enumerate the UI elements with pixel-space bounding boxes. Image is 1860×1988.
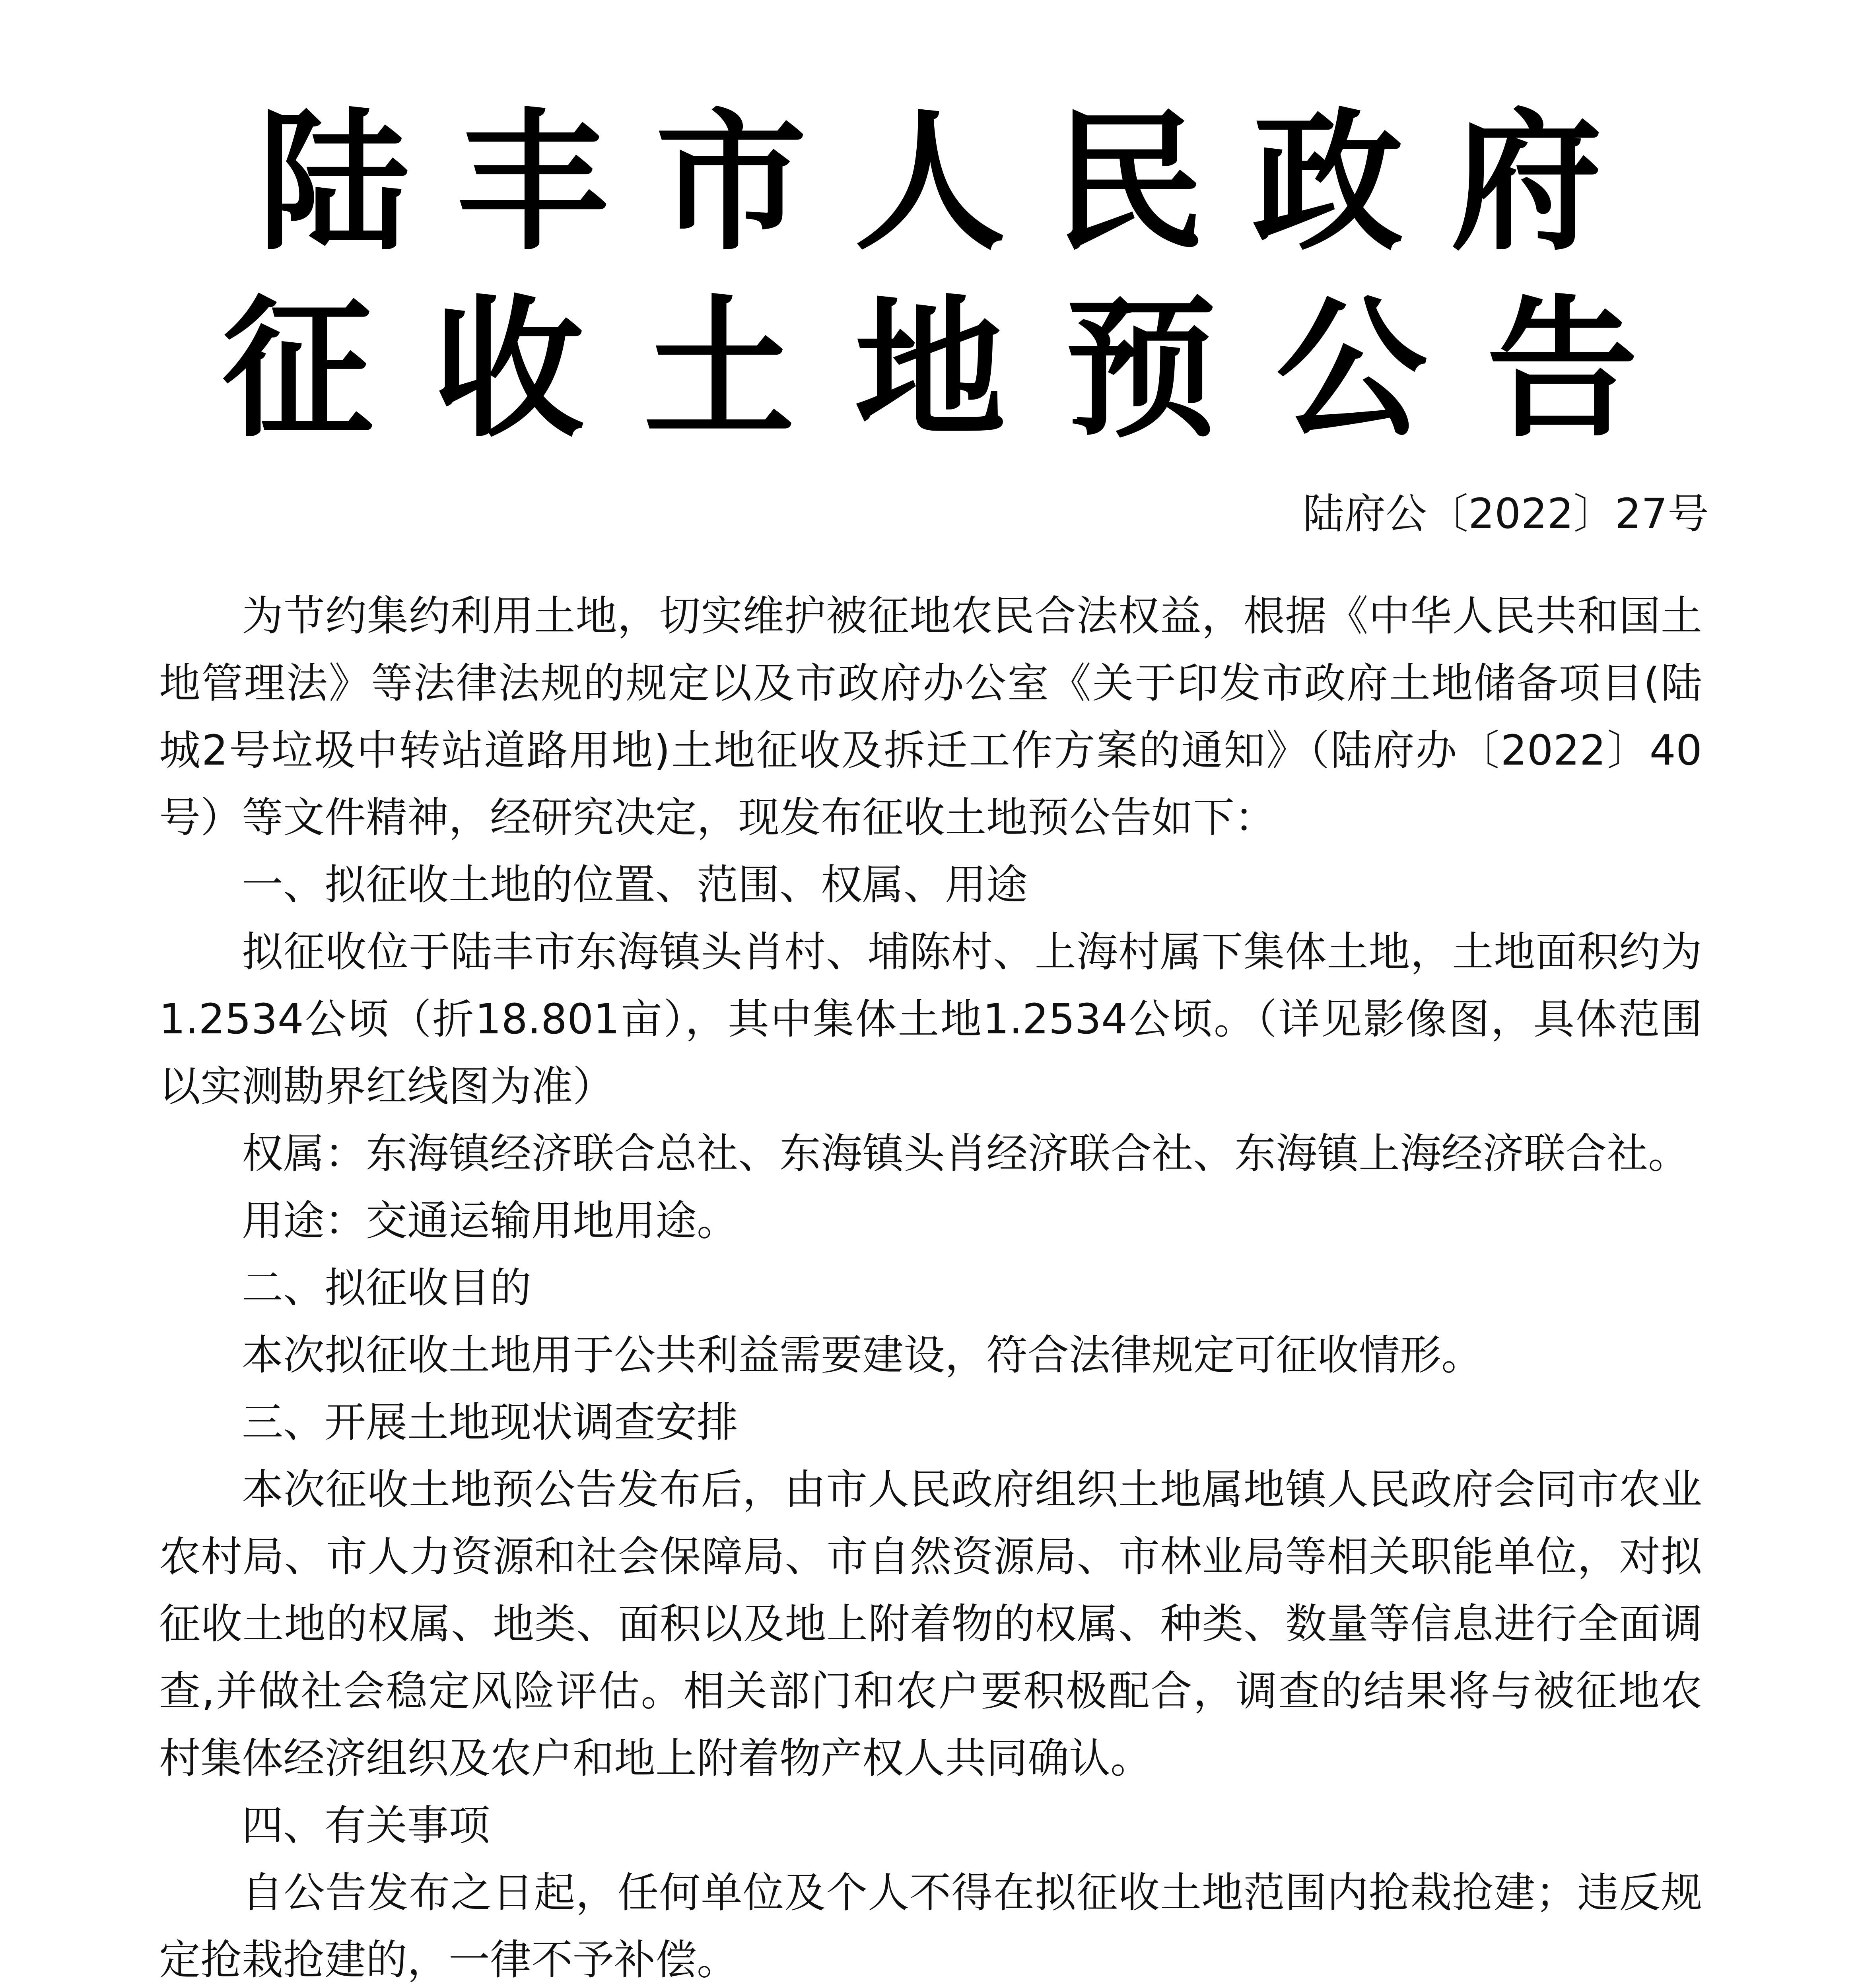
title-line-2: 征收土地预公告 bbox=[222, 282, 1698, 458]
matters-paragraph: 自公告发布之日起，任何单位及个人不得在拟征收土地范围内抢栽抢建；违反规定抢栽抢建的，一律不予补偿。 bbox=[159, 1868, 1702, 1984]
purpose-paragraph: 本次拟征收土地用于公共利益需要建设，符合法律规定可征收情形。 bbox=[242, 1331, 1483, 1379]
ownership-paragraph: 权属：东海镇经济联合总社、东海镇头肖经济联合社、东海镇上海经济联合社。 bbox=[242, 1129, 1690, 1178]
document-number: 陆府公〔2022〕27号 bbox=[1302, 489, 1709, 538]
section-2-heading: 二、拟征收目的 bbox=[242, 1264, 532, 1312]
notice-body bbox=[159, 582, 1702, 1988]
section-1-heading: 一、拟征收土地的位置、范围、权属、用途 bbox=[242, 860, 1028, 909]
intro-paragraph: 为节约集约利用土地，切实维护被征地农民合法权益，根据《中华人民共和国土地管理法》等法律法规的规定以及市政府办公室《关于印发市政府土地储备项目(陆城2号垃圾中转站道路用地)土地征收及拆迁工作方案的通知》（陆府办〔2022〕40号）等文件精神，经研究决定，现发布征收土地预公告如下： bbox=[159, 592, 1702, 842]
usage-paragraph: 用途：交通运输用地用途。 bbox=[242, 1196, 739, 1245]
location-paragraph: 拟征收位于陆丰市东海镇头肖村、埔陈村、上海村属下集体土地，土地面积约为1.2534公顷（折18.801亩），其中集体土地1.2534公顷。（详见影像图，具体范围以实测勘界红线图为准） bbox=[159, 928, 1702, 1110]
title-line-1: 陆丰市人民政府 bbox=[258, 95, 1650, 271]
section-4-heading: 四、有关事项 bbox=[242, 1801, 490, 1850]
survey-paragraph: 本次征收土地预公告发布后，由市人民政府组织土地属地镇人民政府会同市农业农村局、市人力资源和社会保障局、市自然资源局、市林业局等相关职能单位，对拟征收土地的权属、地类、面积以及地上附着物的权属、种类、数量等信息进行全面调查,并做社会稳定风险评估。相关部门和农户要积极配合，调查的结果将与被征地农村集体经济组织及农户和地上附着物产权人共同确认。 bbox=[159, 1465, 1702, 1782]
section-3-heading: 三、开展土地现状调查安排 bbox=[242, 1398, 739, 1446]
